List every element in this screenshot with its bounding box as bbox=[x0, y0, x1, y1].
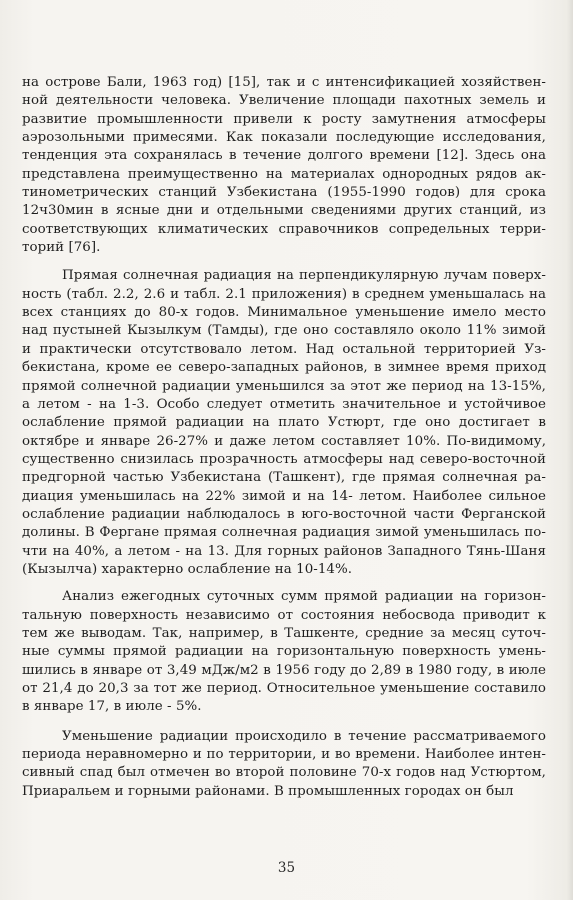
paragraph-4: Уменьшение радиации происходило в течение рассматриваемого периода неравномерно и по территории, и во времени. Наиболее интен-сивный спад был отмечен во второй половине 70-х годов над Устюртом, Приаральем и горными районами. В промышленных городах он был bbox=[22, 728, 546, 799]
body-text bbox=[22, 74, 546, 801]
page-number: 35 bbox=[277, 860, 296, 876]
paragraph-1: на острове Бали, 1963 год) [15], так и с интенсификацией хозяйствен-ной деятельности человека. Увеличение площади пахотных земель и развитие промышленности привели к росту замутнения атмосферы аэрозольными примесями. Как показали последующие исследования, тенденция эта сохранялась в течение долгого времени [12]. Здесь она представлена преимущественно на материалах однородных рядов ак-тинометрических станций Узбекистана (1955-1990 годов) для срока 12ч30мин в ясные дни и отдельными сведениями других станций, из соответствующих климатических справочников сопредельных терри-торий [76]. bbox=[22, 75, 546, 256]
scan-edge-shadow bbox=[567, 0, 573, 900]
paragraph-2: Прямая солнечная радиация на перпендикулярную лучам поверх-ность (табл. 2.2, 2.6 и табл. 2.1 приложения) в среднем уменьшалась на всех станциях до 80-х годов. Минимальное уменьшение имело место над пустыней Кызылкум (Тамды), где оно составляло около 11% зимой и практически отсутствовало летом. Над остальной территорией Уз-бекистана, кроме ее северо-западных районов, в зимнее время приход прямой солнечной радиации уменьшился за этот же период на 13-15%, а летом - на 1-3. Особо следует отметить значительное и устойчивое ослабление прямой радиации на плато Устюрт, где оно достигает в октябре и январе 26-27% и даже летом составляет 10%. По-видимому, существенно снизилась прозрачность атмосферы над северо-восточной предгорной частью Узбекистана (Ташкент), где прямая солнечная ра-диация уменьшилась на 22% зимой и на 14- летом. Наиболее сильное ослабление радиации наблюдалось в юго-восточной части Ферганской долины. В Фергане прямая солнечная радиация зимой уменьшилась по-чти на 40%, а летом - на 13. Для горных районов Западного Тянь-Шаня (Кызылча) характерно ослабление на 10-14%. bbox=[22, 268, 546, 577]
paragraph-3: Анализ ежегодных суточных сумм прямой радиации на горизон-тальную поверхность независимо от состояния небосвода приводит к тем же выводам. Так, например, в Ташкенте, средние за месяц суточ-ные суммы прямой радиации на горизонтальную поверхность умень-шились в январе от 3,49 мДж/м2 в 1956 году до 2,89 в 1980 году, в июле от 21,4 до 20,3 за тот же период. Относительное уменьшение составило в январе 17, в июле - 5%. bbox=[22, 589, 546, 715]
